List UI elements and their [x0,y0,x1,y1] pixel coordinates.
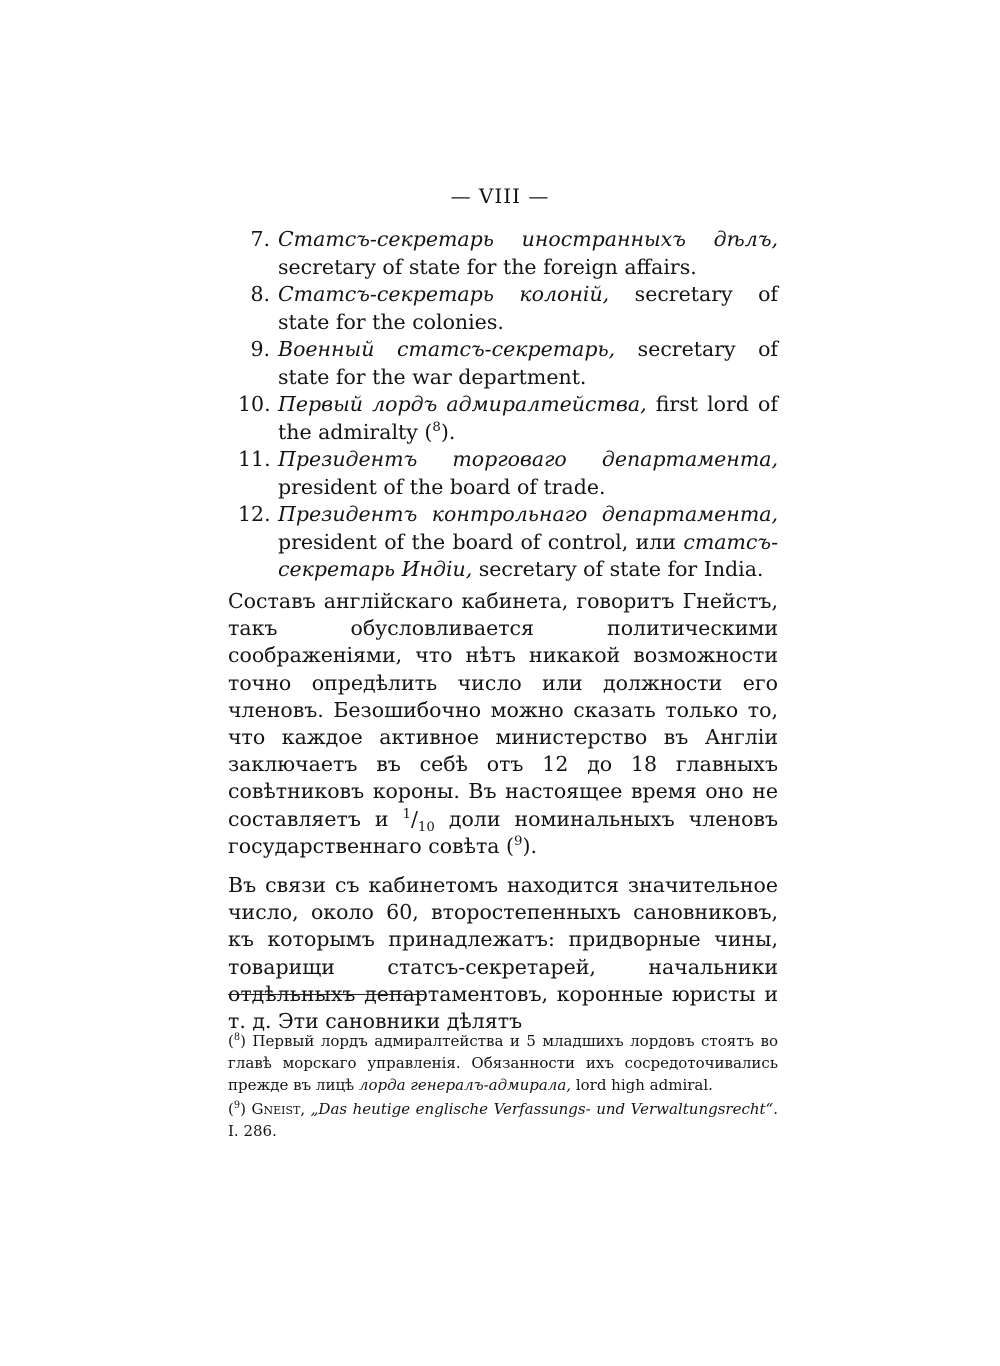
page-number: — VIII — [450,184,550,208]
footnote-mark: 8 [233,1032,241,1043]
item-number: 8. [250,282,270,306]
body-text [228,588,778,1035]
footnote-italic: лорда генералъ-адмирала, [358,1076,572,1094]
enumerated-list [238,226,778,584]
item-number: 11. [238,447,271,471]
paragraph [228,872,778,1035]
list-item [238,336,778,391]
list-item [238,391,778,446]
item-number: 9. [250,337,270,361]
item-text: secretary of state for the colonies. [278,282,778,334]
paragraph-text: Составъ англійскаго кабинета, говоритъ Гнейстъ, такъ обусловливается политическими соображеніями, что нѣтъ никакой возможности точно опредѣлить число или должности его членовъ. Безошибочно можно сказать только то, что каждое активное министерство въ Англіи заключаетъ въ себѣ отъ 12 до 18 главныхъ совѣтниковъ короны. Въ настоящее время оно не составляетъ и [228,589,778,831]
footnotes [228,1030,778,1142]
list-item [238,446,778,501]
fraction-numerator: 1 [402,806,411,822]
footnote-divider [228,994,424,995]
item-term-alt: статсъ-секретарь Индіи, [278,529,778,581]
item-text: secretary of state for the war department. [278,337,778,389]
item-number: 7. [250,227,270,251]
item-text: president of the board of trade. [278,474,606,499]
footnote-author: Gneist [251,1100,301,1118]
list-item [238,226,778,281]
item-term: Первый лордъ адмиралтейства, [278,392,647,416]
footnote-ref: 8 [432,419,441,435]
paragraph-text: Въ связи съ кабинетомъ находится значительное число, около 60, второстепенныхъ сановниковъ, къ которымъ принадлежатъ: придворные чины, товарищи статсъ-секретарей, начальники отдѣльныхъ департаментовъ, коронные юристы и т. д. Эти сановники дѣлятъ [228,873,778,1034]
footnote: ($^9$) Gneist, „Das heutige englische Verfassungs- und Verwaltungsrecht“. I. 286. [228,1100,778,1140]
fraction-denominator: 10 [417,819,435,835]
paragraph-text: доли номинальныхъ членовъ государственнаго совѣта ( [228,806,779,858]
item-text: president of the board of control, или [278,529,684,554]
footnote-separator: , [300,1100,311,1118]
footnote-title: „Das heutige englische Verfassungs- und Verwaltungsrecht“ [310,1100,774,1118]
item-term: Статсъ-секретарь колоній, [278,282,610,306]
item-number: 10. [238,392,271,416]
paragraph-text: ). [522,833,538,858]
list-item [238,281,778,336]
list-item [238,501,778,584]
item-term: Статсъ-секретарь иностранныхъ дѣлъ, [278,227,778,251]
footnote-text: Первый лордъ адмиралтейства и 5 младшихъ лордовъ стоятъ во главѣ морскаго управленія. Обязанности ихъ сосредоточивались прежде въ лицѣ [228,1032,778,1094]
item-text: first lord of the admiralty ( [278,392,778,444]
item-number: 12. [238,502,271,526]
footnote-text-tail: . I. 286. [228,1100,778,1140]
item-term: Президентъ контрольнаго департамента, [278,502,778,526]
item-text-tail: ). [440,419,456,444]
footnote-ref: 9 [514,834,523,849]
footnote: ($^8$) Первый лордъ адмиралтейства и 5 младшихъ лордовъ стоятъ во главѣ морскаго управленія. Обязанности ихъ сосредоточивались прежде въ лицѣ лорда генералъ-адмирала, lord high admiral. [228,1032,778,1094]
footnote-text-tail: lord high admiral. [571,1076,713,1094]
item-text: secretary of state for the foreign affairs. [278,254,697,279]
item-term: Президентъ торговаго департамента, [278,447,778,471]
item-text-tail: secretary of state for India. [472,557,764,581]
footnote-mark: 9 [233,1100,241,1111]
paragraph: Составъ англійскаго кабинета, говоритъ Гнейстъ, такъ обусловливается политическими соображеніями, что нѣтъ никакой возможности точно опредѣлить число или должности его членовъ. Безошибочно можно сказать только то, что каждое активное министерство въ Англіи заключаетъ въ себѣ отъ 12 до 18 главныхъ совѣтниковъ короны. Въ настоящее время оно не составляетъ и $^1/_{10}$ доли номинальныхъ членовъ государственнаго совѣта ($^9$). [228,589,779,858]
item-term: Военный статсъ-секретарь, [278,337,616,361]
